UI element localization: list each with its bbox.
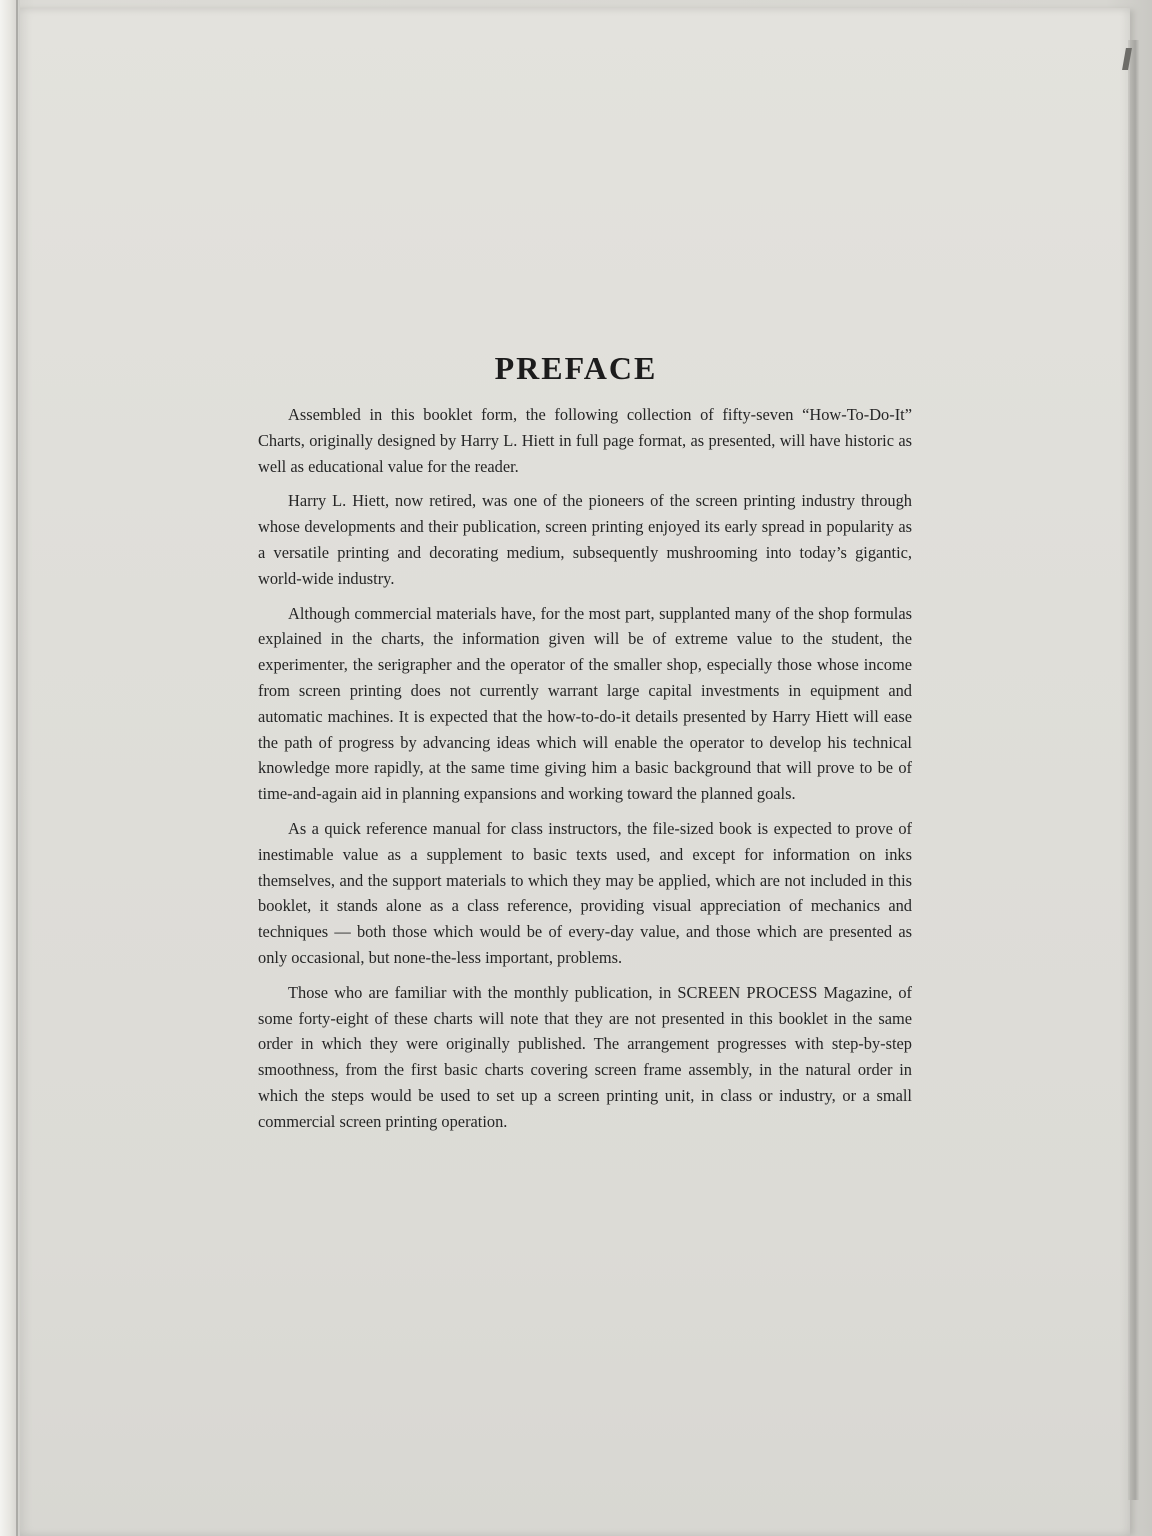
page-binding-edge <box>0 0 20 1536</box>
paragraph: Assembled in this booklet form, the following collection of fifty-seven “How-To-Do-It” Charts, originally designed by Harry L. Hiett in full page format, as presented, will have historic as well as educational value for the reader. <box>258 405 912 476</box>
page-title: PREFACE <box>494 350 658 386</box>
paragraph: As a quick reference manual for class instructors, the file-sized book is expected to prove of inestimable value as a supplement to basic texts used, and except for information on inks themselves, and the support materials to which they may be applied, which are not included in this booklet, it stands alone as a class reference, providing visual appreciation of mechanics and techniques — both those which would be of every-day value, and those which are presented as only occasional, but none-the-less important, problems. <box>258 818 912 967</box>
preface-body <box>258 402 912 1144</box>
paragraph: Although commercial materials have, for the most part, supplanted many of the shop formulas explained in the charts, the information given will be of extreme value to the student, the experimenter, the serigrapher and the operator of the smaller shop, especially those whose income from screen printing does not currently warrant large capital investments in equipment and automatic machines. It is expected that the how-to-do-it details presented by Harry Hiett will ease the path of progress by advancing ideas which will enable the operator to develop his technical knowledge more rapidly, at the same time giving him a basic background that will prove to be of time-and-again aid in planning expansions and working toward the planned goals. <box>258 603 912 804</box>
show-through-bleed <box>90 140 990 220</box>
page-right-edge <box>1128 40 1140 1500</box>
paragraph: Those who are familiar with the monthly publication, in SCREEN PROCESS Magazine, of some forty-eight of these charts will note that they are not presented in this booklet in the same order in which they were originally published. The arrangement progresses with step-by-step smoothness, from the first basic charts covering screen frame assembly, in the natural order in which the steps would be used to set up a screen printing unit, in class or industry, or a small commercial screen printing operation. <box>258 982 912 1131</box>
paragraph: Harry L. Hiett, now retired, was one of the pioneers of the screen printing industry through whose developments and their publication, screen printing enjoyed its early spread in popularity as a versatile printing and decorating medium, subsequently mushrooming into today’s gigantic, world-wide industry. <box>258 491 912 588</box>
